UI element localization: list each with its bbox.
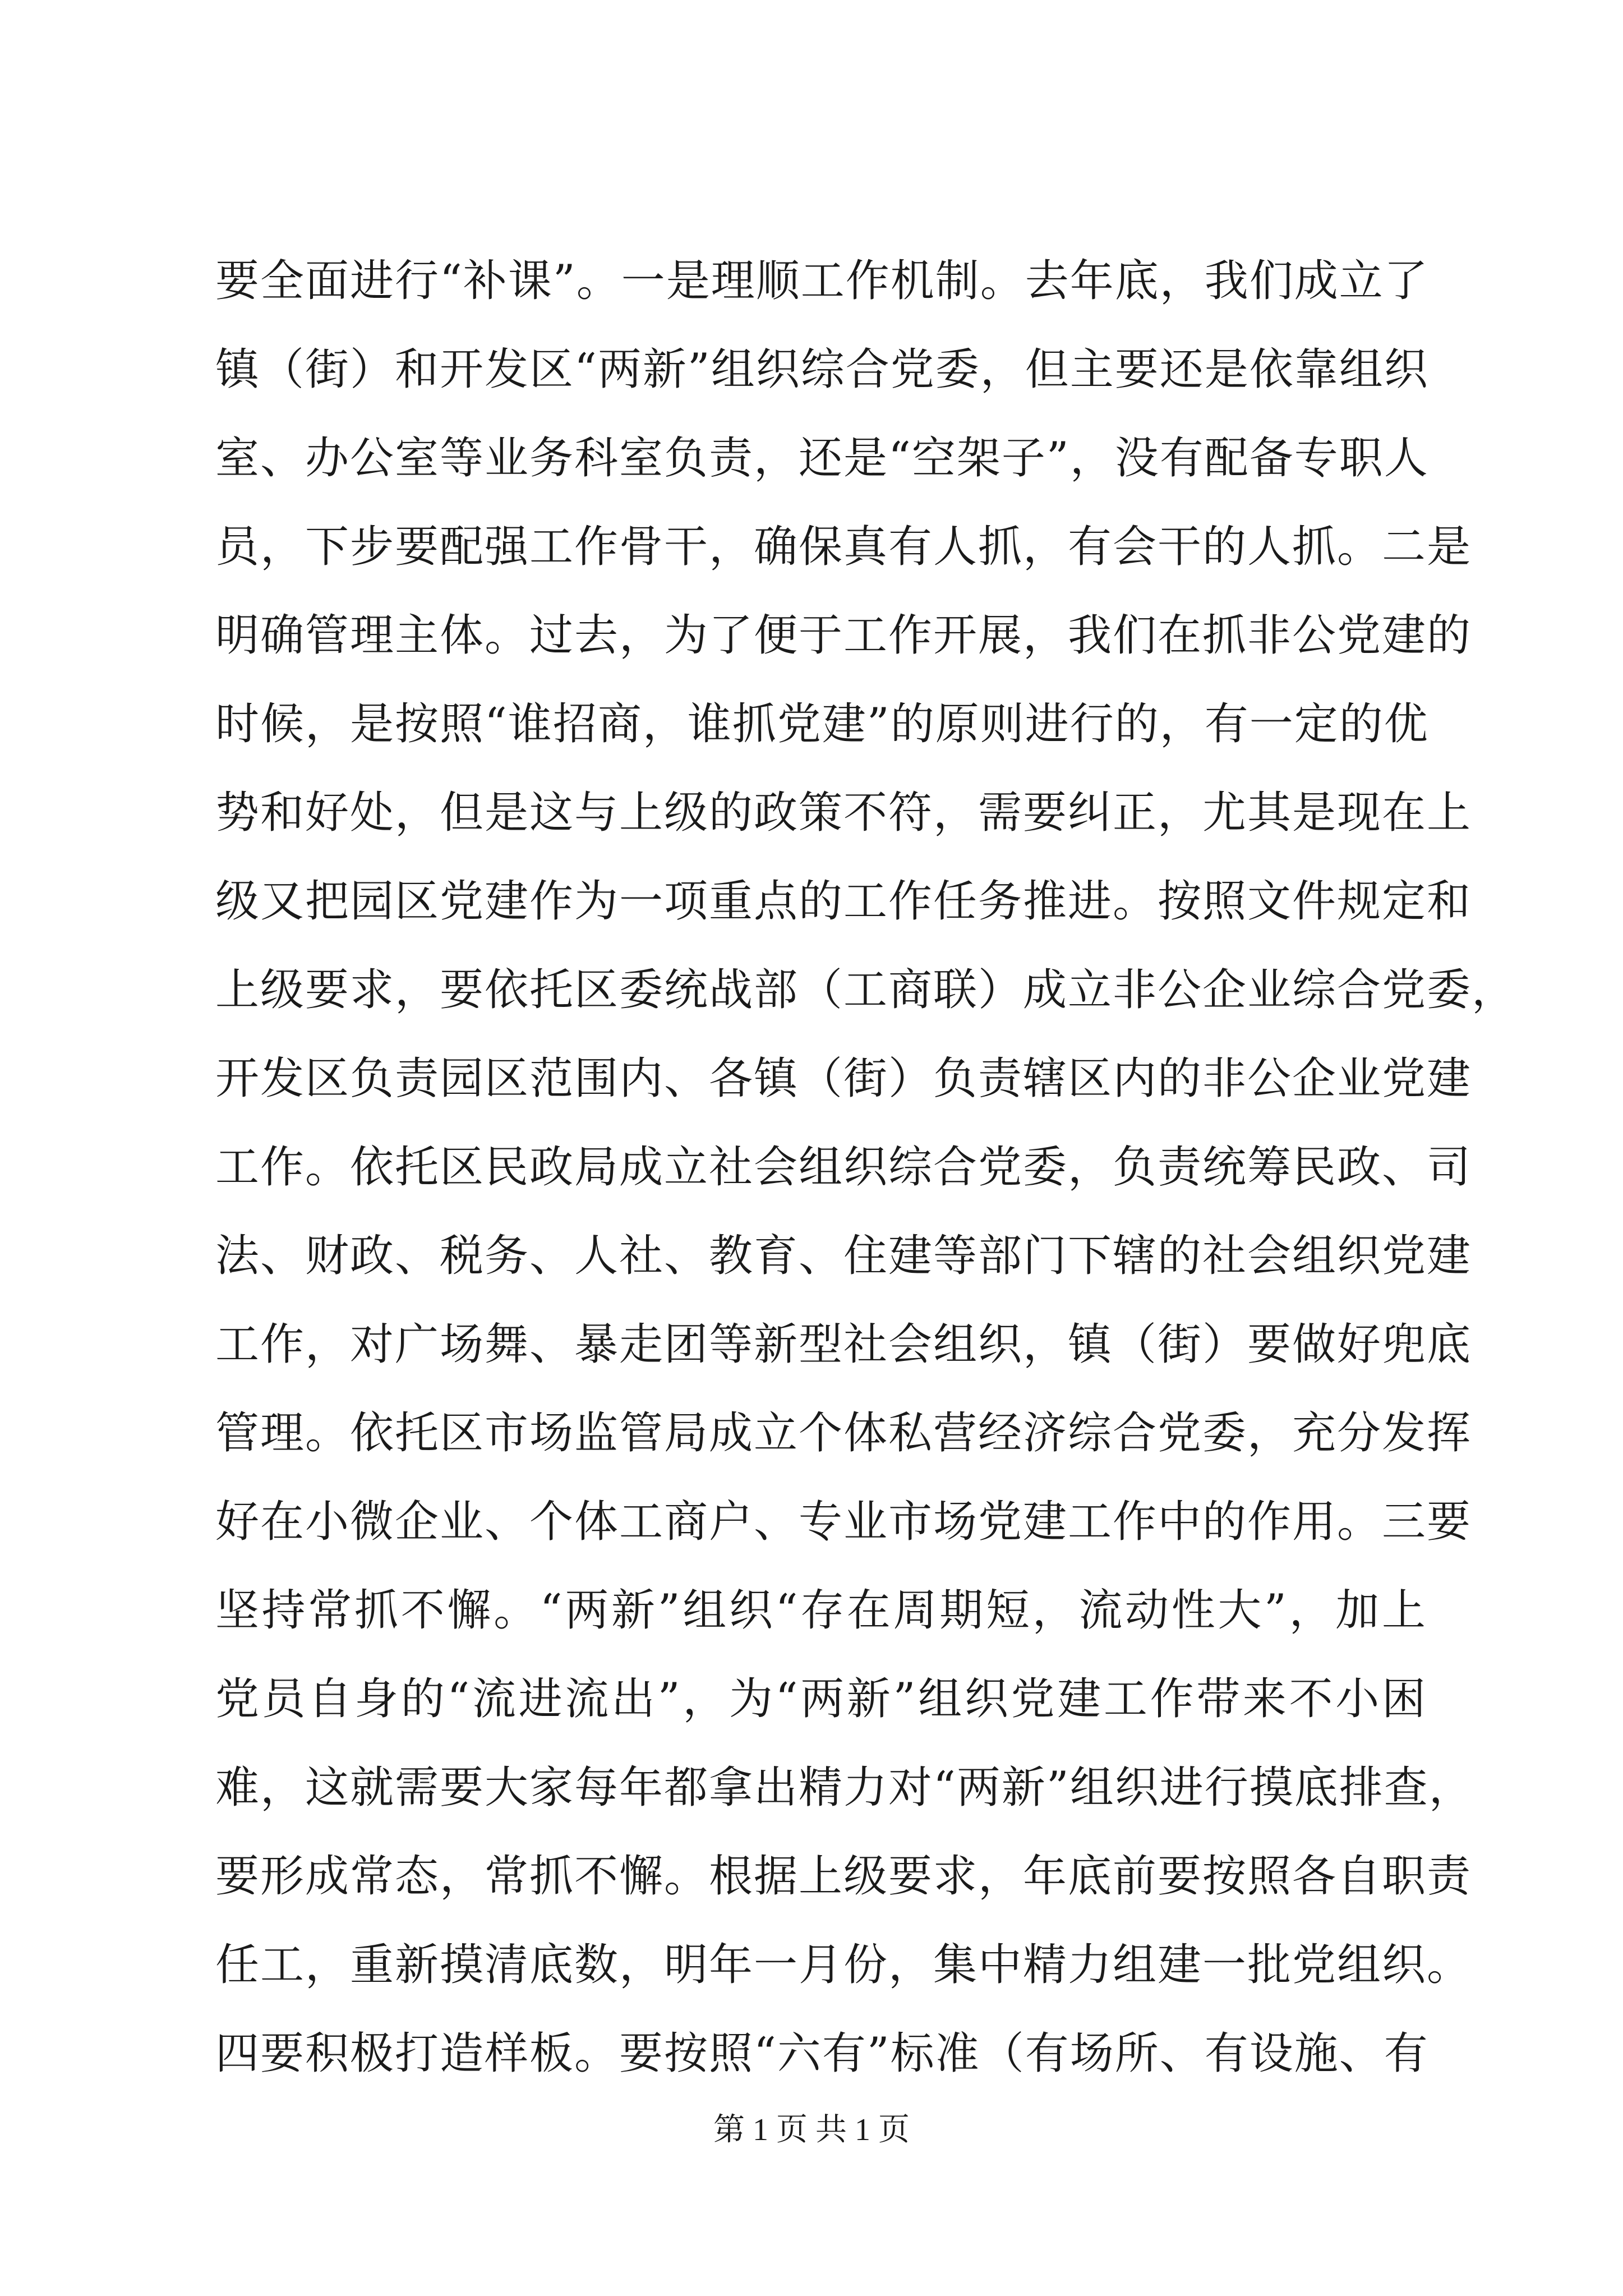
text-line: 开发区负责园区范围内、各镇（街）负责辖区内的非公企业党建 [215, 1053, 1472, 1104]
text-line: 要全面进行“补课”。一是理顺工作机制。去年底，我们成立了 [215, 256, 1429, 306]
text-line: 工作，对广场舞、暴走团等新型社会组织，镇（街）要做好兜底 [215, 1319, 1472, 1370]
text-line: 法、财政、税务、人社、教育、住建等部门下辖的社会组织党建 [215, 1231, 1472, 1281]
text-line: 工作。依托区民政局成立社会组织综合党委，负责统筹民政、司 [215, 1142, 1472, 1193]
text-line: 坚持常抓不懈。“两新”组织“存在周期短，流动性大”，加上 [215, 1585, 1427, 1636]
text-line: 时候，是按照“谁招商，谁抓党建”的原则进行的，有一定的优 [215, 699, 1429, 749]
text-line: 明确管理主体。过去，为了便于工作开展，我们在抓非公党建的 [215, 610, 1472, 661]
text-line: 室、办公室等业务科室负责，还是“空架子”，没有配备专职人 [215, 433, 1429, 484]
text-line: 镇（街）和开发区“两新”组织综合党委，但主要还是依靠组织 [215, 344, 1429, 395]
text-line: 好在小微企业、个体工商户、专业市场党建工作中的作用。三要 [215, 1497, 1472, 1547]
text-line: 党员自身的“流进流出”，为“两新”组织党建工作带来不小困 [215, 1674, 1427, 1724]
text-line: 员，下步要配强工作骨干，确保真有人抓，有会干的人抓。二是 [215, 522, 1472, 572]
document-body [215, 237, 1517, 2098]
text-line: 要形成常态，常抓不懈。根据上级要求，年底前要按照各自职责 [215, 1851, 1472, 1902]
page-number-footer: 第 1 页 共 1 页 [713, 2113, 910, 2147]
text-line: 四要积极打造样板。要按照“六有”标准（有场所、有设施、有 [215, 2028, 1429, 2079]
text-line: 任工，重新摸清底数，明年一月份，集中精力组建一批党组织。 [215, 1940, 1472, 1990]
text-line: 势和好处，但是这与上级的政策不符，需要纠正，尤其是现在上 [215, 788, 1472, 838]
text-line: 级又把园区党建作为一项重点的工作任务推进。按照文件规定和 [215, 876, 1472, 927]
text-line: 难，这就需要大家每年都拿出精力对“两新”组织进行摸底排查， [215, 1763, 1474, 1813]
text-line: 管理。依托区市场监管局成立个体私营经济综合党委，充分发挥 [215, 1408, 1472, 1458]
text-line: 上级要求，要依托区委统战部（工商联）成立非公企业综合党委， [215, 965, 1517, 1015]
